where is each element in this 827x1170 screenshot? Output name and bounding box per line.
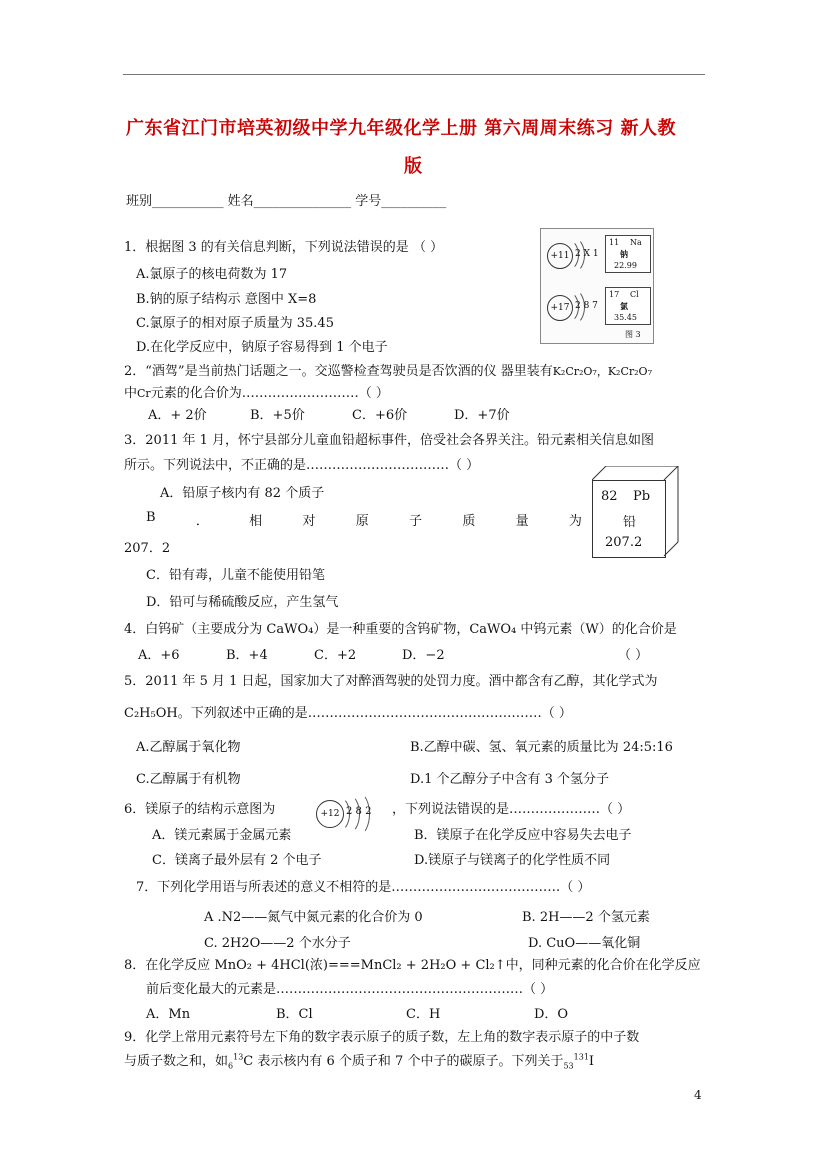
q3-option-d: D．铅可与稀硫酸反应，产生氢气 [146, 595, 339, 610]
q3-option-b-char: 子 [409, 514, 423, 529]
q1-option-b: B.钠的原子结构示 意图中 X=8 [136, 292, 317, 307]
pb-symbol: Pb [633, 489, 651, 504]
pb-number: 82 [601, 489, 618, 504]
q6-option-b: B．镁原子在化学反应中容易失去电子 [414, 828, 632, 843]
q4-option-c: C．+2 [314, 648, 357, 663]
pb-name: 铅 [623, 515, 637, 530]
q9-text-c: I [588, 1054, 595, 1069]
i-mass-number: 131 [573, 1052, 589, 1062]
q2-option-c: C．+6价 [352, 408, 408, 423]
c-proton-number: 6 [228, 1061, 234, 1071]
q5-option-b: B.乙醇中碳、氢、氧元素的质量比为 24:5:16 [410, 740, 673, 755]
cl-number: 17 [609, 290, 620, 299]
doc-title-line2: 版 [404, 156, 423, 177]
q8-stem-line2: 前后变化最大的元素是…………………………………………………（ ） [146, 982, 554, 997]
q3-option-b-line [146, 510, 582, 529]
student-info-line: 班别___________ 姓名_______________ 学号__________ [126, 194, 447, 209]
q7-option-c: C. 2H2O——2 个水分子 [204, 936, 351, 951]
cl-nucleus: +17 [547, 295, 573, 321]
cl-name: 氯 [620, 301, 628, 311]
q1-option-c: C.氯原子的相对原子质量为 35.45 [136, 316, 334, 331]
figure-3 [540, 228, 654, 344]
q9-stem-line1: 9．化学上常用元素符号左下角的数字表示原子的质子数，左上角的数字表示原子的中子数 [124, 1030, 640, 1045]
cube-edges [592, 466, 692, 558]
q3-option-b-char: 质 [462, 514, 476, 529]
na-number: 11 [609, 238, 620, 247]
q3-option-b-char: 对 [302, 514, 316, 529]
q2-stem-text: 2．“酒驾”是当前热门话题之一。交巡警检查驾驶员是否饮酒的仪 器里装有 [124, 364, 553, 379]
q6-stem-a: 6．镁原子的结构示意图为 [124, 802, 276, 817]
q6-option-a: A．镁元素属于金属元素 [152, 828, 292, 843]
q7-option-d: D. CuO——氧化铜 [528, 936, 641, 951]
q7-option-b: B. 2H——2 个氢元素 [522, 910, 650, 925]
na-symbol: Na [630, 238, 642, 247]
q2-element: Cr [137, 387, 151, 400]
q4-stem: 4．白钨矿（主要成分为 CaWO₄）是一种重要的含钨矿物，CaWO₄ 中钨元素（W）的化合价是 [124, 622, 677, 637]
i-proton-number: 53 [563, 1061, 574, 1071]
q2-formula: K₂Cr₂O₇，K₂Cr₂O₇ [552, 365, 652, 378]
q3-option-c: C．铅有毒，儿童不能使用铅笔 [146, 568, 325, 583]
q5-option-d: D.1 个乙醇分子中含有 3 个氢分子 [410, 772, 610, 787]
q8-option-d: D．O [534, 1007, 569, 1022]
na-nucleus: +11 [547, 243, 573, 269]
q3-stem-line1: 3．2011 年 1 月，怀宁县部分儿童血铅超标事件，倍受社会各界关注。铅元素相关信息如图 [124, 433, 655, 448]
q8-option-b: B．Cl [276, 1007, 313, 1022]
q8-option-a: A．Mn [146, 1007, 191, 1022]
q7-stem: 7．下列化学用语与所表述的意义不相符的是…………………………………（ ） [136, 880, 591, 895]
q5-option-a: A.乙醇属于氧化物 [136, 740, 241, 755]
q3-option-b-char: 相 [249, 514, 263, 529]
q3-stem-line2: 所示。下列说法中，不正确的是……………………………（ ） [124, 458, 480, 473]
q5-option-c: C.乙醇属于有机物 [136, 772, 241, 787]
q4-option-a: A．+6 [138, 648, 180, 663]
pb-mass: 207.2 [605, 535, 643, 550]
q3-option-b-char: ． [195, 514, 209, 529]
q2-stem-text-b: 中 [124, 386, 138, 401]
cl-element-card [605, 287, 651, 325]
q1-stem: 1．根据图 3 的有关信息判断，下列说法错误的是 （ ） [124, 240, 444, 255]
doc-title-line1: 广东省江门市培英初级中学九年级化学上册 第六周周末练习 新人教 [126, 118, 677, 139]
q7-option-a: A .N2——氮气中氮元素的化合价为 0 [204, 910, 423, 925]
q1-option-a: A.氯原子的核电荷数为 17 [136, 267, 288, 282]
q9-stem-line2 [124, 1050, 594, 1071]
q3-option-a: A．铅原子核内有 82 个质子 [160, 486, 325, 501]
na-element-card [605, 235, 651, 273]
na-name: 钠 [620, 249, 628, 259]
cl-symbol: Cl [630, 290, 639, 299]
cl-mass: 35.45 [614, 313, 637, 322]
q2-stem-text-c: 元素的化合价为………………………（ ） [150, 386, 389, 401]
q3-option-b-char: 为 [568, 514, 582, 529]
q5-stem-line2: C₂H₅OH。下列叙述中正确的是………………………………………………（ ） [124, 706, 572, 721]
q8-option-c: C．H [406, 1007, 441, 1022]
q5-stem-line1: 5．2011 年 5 月 1 日起，国家加大了对醉酒驾驶的处罚力度。酒中都含有乙醇，其化学式为 [124, 674, 658, 689]
q9-text-b: C 表示核内有 6 个质子和 7 个中子的碳原子。下列关于 [243, 1054, 564, 1069]
q9-text: 与质子数之和，如 [124, 1054, 229, 1069]
na-shells: 2 X 1 [575, 249, 599, 259]
q2-option-b: B．+5价 [250, 408, 305, 423]
figure-caption: 图 3 [625, 330, 641, 339]
q3-option-b-char: 原 [355, 514, 369, 529]
q2-option-d: D．+7价 [454, 408, 510, 423]
na-mass: 22.99 [614, 261, 637, 270]
q4-option-d: D．−2 [402, 648, 445, 663]
cl-shells: 2 8 7 [575, 301, 598, 311]
q3-option-b-value: 207．2 [124, 541, 171, 556]
mg-shells: 2 8 2 [346, 806, 372, 817]
q4-option-b: B．+4 [226, 648, 268, 663]
q8-stem-line1: 8．在化学反应 MnO₂ + 4HCl(浓)===MnCl₂ + 2H₂O + Cl₂↑中，同种元素的化合价在化学反应 [124, 958, 701, 973]
mg-nucleus: +12 [316, 800, 344, 828]
page-number: 4 [694, 1088, 702, 1102]
q3-option-b-char: B [146, 510, 156, 525]
q6-option-d: D.镁原子与镁离子的化学性质不同 [414, 853, 611, 868]
q3-option-b-char: 量 [515, 514, 529, 529]
q2-stem-line2 [124, 382, 389, 401]
q1-option-d: D.在化学反应中，钠原子容易得到 1 个电子 [136, 340, 388, 355]
q6-option-c: C．镁离子最外层有 2 个电子 [152, 853, 322, 868]
c-mass-number: 13 [233, 1052, 244, 1062]
q2-option-a: A．+ 2价 [148, 408, 207, 423]
q6-stem-b: ，下列说法错误的是…………………（ ） [392, 802, 631, 817]
header-rule [123, 74, 705, 75]
q4-answer-paren: （ ） [618, 648, 649, 663]
q2-stem-line1 [124, 360, 652, 379]
